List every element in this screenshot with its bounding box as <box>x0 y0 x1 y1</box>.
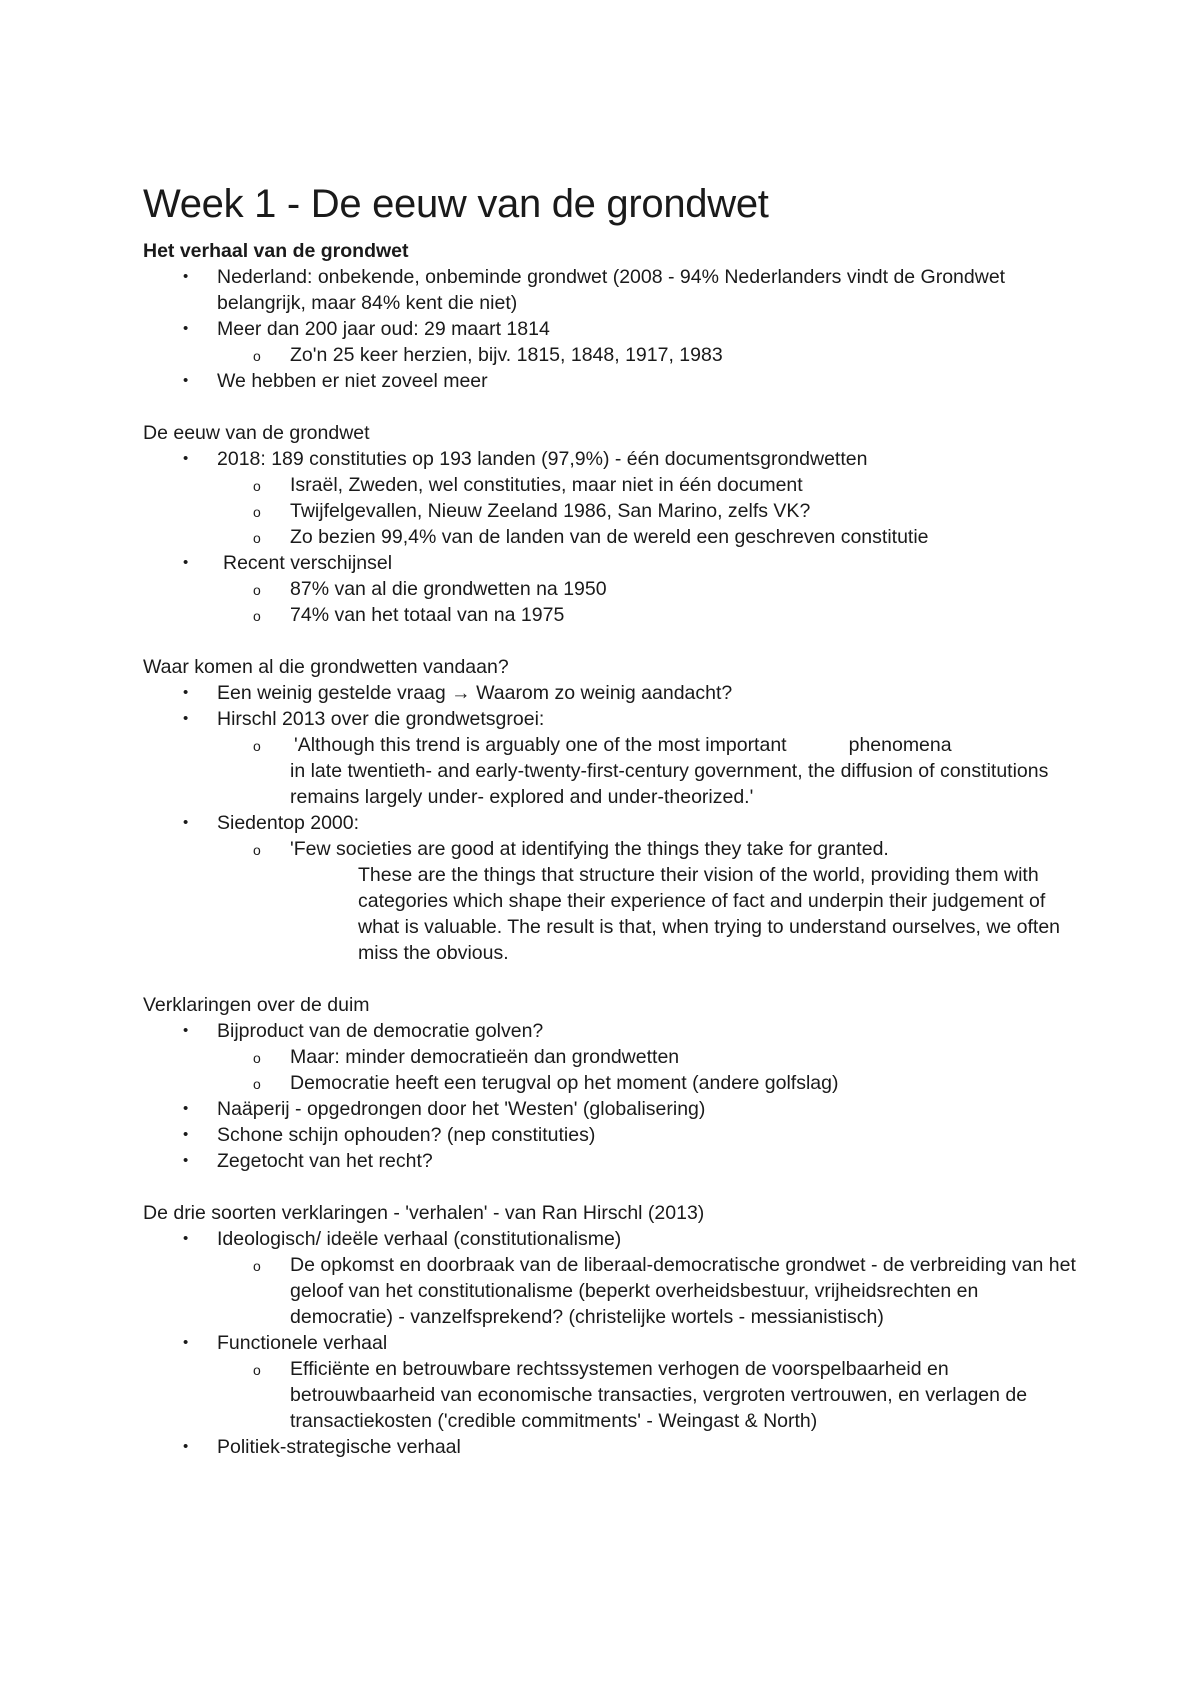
list-item <box>143 446 1083 472</box>
bullet-icon: • <box>183 1126 189 1143</box>
bullet-icon: • <box>183 1438 189 1455</box>
sub-bullet-icon: o <box>253 348 261 364</box>
section-2-list <box>143 446 1083 628</box>
sub-bullet-icon: o <box>253 608 261 624</box>
section-1-list <box>143 264 1083 394</box>
list-item <box>143 368 1083 394</box>
sub-list-item <box>143 1070 1083 1096</box>
sub-list-item <box>143 576 1083 602</box>
list-item <box>143 1226 1083 1252</box>
list-item-text: Maar: minder democratieën dan grondwetten <box>290 1046 680 1068</box>
bullet-icon: • <box>183 1100 189 1117</box>
list-item <box>143 1096 1083 1122</box>
list-item-text: Politiek-strategische verhaal <box>217 1436 461 1458</box>
bullet-icon: • <box>183 372 189 389</box>
list-item-text: Siedentop 2000: <box>217 812 360 834</box>
list-item-text: Ideologisch/ ideële verhaal (constitutionalisme) <box>217 1228 622 1250</box>
sub-bullet-icon: o <box>253 1076 261 1092</box>
list-item-text: Zegetocht van het recht? <box>217 1150 433 1172</box>
list-item-text: Schone schijn ophouden? (nep constituties) <box>217 1124 596 1146</box>
sub-list-item <box>143 1044 1083 1070</box>
list-item-text: Bijproduct van de democratie golven? <box>217 1020 544 1042</box>
sub-bullet-icon: o <box>253 504 261 520</box>
list-item <box>143 1434 1083 1460</box>
section-5-list <box>143 1226 1083 1460</box>
sub-bullet-icon: o <box>253 1258 261 1274</box>
list-item <box>143 680 1083 706</box>
sub-list-item <box>143 524 1083 550</box>
list-item-text: Een weinig gestelde vraag → Waarom zo weinig aandacht? <box>217 682 733 704</box>
list-item-text: Twijfelgevallen, Nieuw Zeeland 1986, San Marino, zelfs VK? <box>290 500 811 522</box>
bullet-icon: • <box>183 710 189 727</box>
list-item <box>143 1018 1083 1044</box>
list-item-text: Democratie heeft een terugval op het moment (andere golfslag) <box>290 1072 839 1094</box>
sub-list-item <box>143 498 1083 524</box>
sub-list-item <box>143 342 1083 368</box>
sub-list-item <box>143 1356 1083 1434</box>
list-item-text: Hirschl 2013 over die grondwetsgroei: <box>217 708 545 730</box>
bullet-icon: • <box>183 814 189 831</box>
section-heading-eeuw: De eeuw van de grondwet <box>143 422 370 444</box>
list-item-text: 87% van al die grondwetten na 1950 <box>290 578 607 600</box>
quote-text: These are the things that structure their vision of the world, providing them with categories which shape their experience of fact and underpin their judgement of what is valuable. The result is that, when trying to understand ourselves, we often miss the obvious. <box>358 864 1061 964</box>
quote-text: 'Although this trend is arguably one of the most important <box>294 734 787 756</box>
quote-text: in late twentieth- and early-twenty-first-century government, the diffusion of constitutions remains largely under- explored and under-theorized.' <box>290 760 1049 808</box>
list-item <box>143 264 1083 316</box>
sub-bullet-icon: o <box>253 1362 261 1378</box>
bullet-icon: • <box>183 1152 189 1169</box>
sub-bullet-icon: o <box>253 582 261 598</box>
sub-bullet-icon: o <box>253 738 261 754</box>
bullet-icon: • <box>183 268 189 285</box>
bullet-icon: • <box>183 320 189 337</box>
section-heading-drie-soorten: De drie soorten verklaringen - 'verhalen' - van Ran Hirschl (2013) <box>143 1202 705 1224</box>
sub-list-item <box>143 602 1083 628</box>
list-item-text: Meer dan 200 jaar oud: 29 maart 1814 <box>217 318 550 340</box>
list-item-text: Zo bezien 99,4% van de landen van de wereld een geschreven constitutie <box>290 526 929 548</box>
bullet-icon: • <box>183 1022 189 1039</box>
bullet-icon: • <box>183 1230 189 1247</box>
sub-list-item <box>143 472 1083 498</box>
list-item-text: Naäperij - opgedrongen door het 'Westen' (globalisering) <box>217 1098 706 1120</box>
list-item-text: Functionele verhaal <box>217 1332 388 1354</box>
list-item-text: Zo'n 25 keer herzien, bijv. 1815, 1848, 1917, 1983 <box>290 344 723 366</box>
list-item-text: De opkomst en doorbraak van de liberaal-democratische grondwet - de verbreiding van het geloof van het constitutionalisme (beperkt overheidsbestuur, vrijheidsrechten en democratie) - vanzelfsprekend? (christelijke wortels - messianistisch) <box>290 1254 1076 1328</box>
list-item <box>143 810 1083 836</box>
quote-text: phenomena <box>848 734 952 756</box>
quote-text: 'Few societies are good at identifying the things they take for granted. <box>290 838 889 860</box>
bullet-icon: • <box>183 684 189 701</box>
list-item <box>143 550 1083 576</box>
sub-list-item <box>143 836 1083 966</box>
sub-list-item <box>143 732 1083 810</box>
list-item-text: Nederland: onbekende, onbeminde grondwet (2008 - 94% Nederlanders vindt de Grondwet belangrijk, maar 84% kent die niet) <box>217 266 1006 314</box>
section-heading-verklaringen: Verklaringen over de duim <box>143 994 370 1016</box>
list-item-text: Recent verschijnsel <box>223 552 393 574</box>
document-page <box>143 180 1083 1460</box>
list-item <box>143 1148 1083 1174</box>
list-item-text: Efficiënte en betrouwbare rechtssystemen verhogen de voorspelbaarheid en betrouwbaarheid van economische transacties, vergroten vertrouwen, en verlagen de transactiekosten ('credible commitments' - Weingast & North) <box>290 1358 1028 1432</box>
list-item-text: 2018: 189 constituties op 193 landen (97,9%) - één documentsgrondwetten <box>217 448 868 470</box>
section-heading-verhaal: Het verhaal van de grondwet <box>143 240 409 262</box>
sub-bullet-icon: o <box>253 478 261 494</box>
list-item <box>143 1122 1083 1148</box>
section-heading-waar: Waar komen al die grondwetten vandaan? <box>143 656 509 678</box>
sub-list-item <box>143 1252 1083 1330</box>
list-item <box>143 316 1083 342</box>
bullet-icon: • <box>183 1334 189 1351</box>
list-item <box>143 706 1083 732</box>
list-item-text: We hebben er niet zoveel meer <box>217 370 488 392</box>
section-3-list <box>143 680 1083 966</box>
page-title: Week 1 - De eeuw van de grondwet <box>143 182 769 226</box>
sub-bullet-icon: o <box>253 530 261 546</box>
list-item-text: 74% van het totaal van na 1975 <box>290 604 565 626</box>
bullet-icon: • <box>183 450 189 467</box>
sub-bullet-icon: o <box>253 842 261 858</box>
list-item <box>143 1330 1083 1356</box>
bullet-icon: • <box>183 554 189 571</box>
list-item-text: Israël, Zweden, wel constituties, maar niet in één document <box>290 474 803 496</box>
section-4-list <box>143 1018 1083 1174</box>
sub-bullet-icon: o <box>253 1050 261 1066</box>
